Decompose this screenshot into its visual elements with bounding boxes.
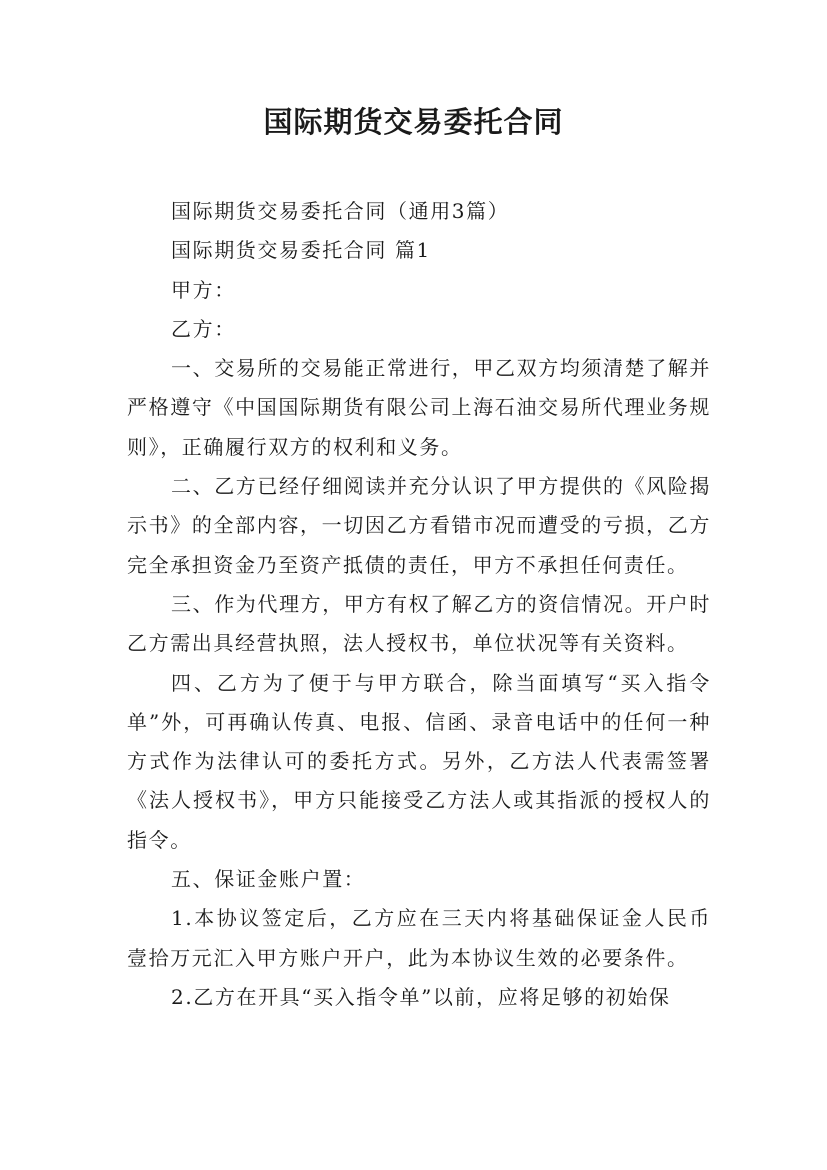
document-title: 国际期货交易委托合同 <box>263 105 564 139</box>
clause-5-item-1: 1.本协议签定后，乙方应在三天内将基础保证金人民币壹拾万元汇入甲方账户开户，此为本协议生效的必要条件。 <box>127 906 711 970</box>
clause-3-paragraph: 三、作为代理方，甲方有权了解乙方的资信情况。开户时乙方需出具经营执照，法人授权书，单位状况等有关资料。 <box>127 591 711 656</box>
clause-2-paragraph: 二、乙方已经仔细阅读并充分认识了甲方提供的《风险揭示书》的全部内容，一切因乙方看错市况而遭受的亏损，乙方完全承担资金乃至资产抵债的责任，甲方不承担任何责任。 <box>127 474 711 577</box>
section-heading: 国际期货交易委托合同 篇1 <box>171 238 431 263</box>
clause-4-paragraph: 四、乙方为了便于与甲方联合，除当面填写“买入指令单”外，可再确认传真、电报、信函、录音电话中的任何一种方式作为法律认可的委托方式。另外，乙方法人代表需签署《法人授权书》，甲方只能接受乙方法人或其指派的授权人的指令。 <box>127 670 711 852</box>
subtitle-paragraph: 国际期货交易委托合同（通用3篇） <box>171 199 510 223</box>
party-a-line: 甲方： <box>171 277 236 302</box>
document-body <box>127 192 711 1017</box>
party-b-line: 乙方： <box>171 316 236 341</box>
clause-5-item-2: 2.乙方在开具“买入指令单”以前，应将足够的初始保 <box>171 984 671 1009</box>
clause-5-heading: 五、保证金账户置： <box>171 867 366 892</box>
clause-1-paragraph: 一、交易所的交易能正常进行，甲乙双方均须清楚了解并严格遵守《中国国际期货有限公司上海石油交易所代理业务规则》，正确履行双方的权利和义务。 <box>127 356 711 459</box>
